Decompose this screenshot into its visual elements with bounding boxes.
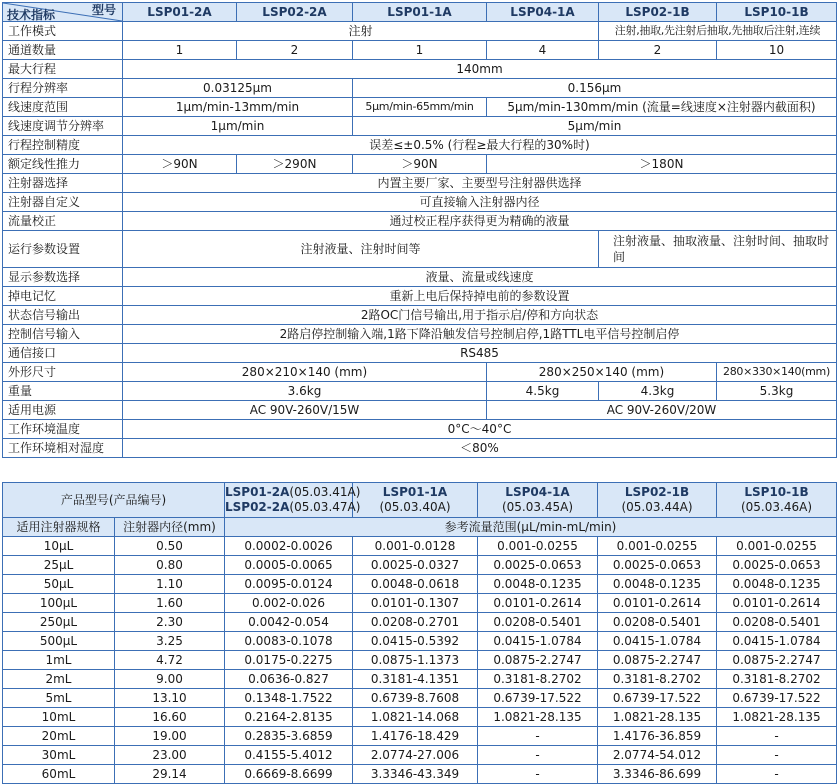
model-name: LSP10-1B xyxy=(744,485,809,499)
row-label: 线速度调节分辨率 xyxy=(3,117,123,136)
flow-range-cell: 0.3181-8.2702 xyxy=(598,670,717,689)
model-header: LSP10-1B xyxy=(717,3,837,22)
flow-range-cell: 1.0821-28.135 xyxy=(478,708,598,727)
cell-value: ＞90N xyxy=(123,155,237,174)
row-label: 控制信号输入 xyxy=(3,325,123,344)
cell-value: 4.5kg xyxy=(487,382,599,401)
flow-range-cell: 0.0025-0.0653 xyxy=(478,556,598,575)
flow-range-cell: 0.002-0.026 xyxy=(225,594,353,613)
flow-range-cell: 0.0636-0.827 xyxy=(225,670,353,689)
flow-range-cell: 0.0208-0.2701 xyxy=(353,613,478,632)
cell-value: AC 90V-260V/15W xyxy=(123,401,487,420)
cell-value: 140mm xyxy=(123,60,837,79)
flow-range-cell: 0.0048-0.1235 xyxy=(478,575,598,594)
row-display xyxy=(3,268,837,287)
cell-value: ＞290N xyxy=(237,155,353,174)
flow-range-cell: 2.0774-54.012 xyxy=(598,746,717,765)
model-header: LSP01-2A xyxy=(123,3,237,22)
flow-range-cell: 0.0083-0.1078 xyxy=(225,632,353,651)
row-label: 重量 xyxy=(3,382,123,401)
spec-header-row xyxy=(3,3,837,22)
inner-diameter-cell: 3.25 xyxy=(115,632,225,651)
row-label: 行程分辨率 xyxy=(3,79,123,98)
syringe-spec-header: 适用注射器规格 xyxy=(3,518,115,537)
flow-range-cell: 0.0101-0.1307 xyxy=(353,594,478,613)
flow-range-cell: 0.1348-1.7522 xyxy=(225,689,353,708)
inner-diameter-cell: 4.72 xyxy=(115,651,225,670)
cell-value: 注射 xyxy=(123,22,599,41)
product-code: (05.03.41A) xyxy=(289,485,361,499)
row-label: 状态信号输出 xyxy=(3,306,123,325)
flow-range-cell: - xyxy=(478,765,598,784)
product-code: (05.03.40A) xyxy=(379,500,451,514)
cell-value: 液量、流量或线速度 xyxy=(123,268,837,287)
flow-range-cell: 0.0005-0.0065 xyxy=(225,556,353,575)
row-weight xyxy=(3,382,837,401)
flow-range-cell: 0.2835-3.6859 xyxy=(225,727,353,746)
model-header xyxy=(353,483,478,518)
row-work-mode xyxy=(3,22,837,41)
row-speed-resolution xyxy=(3,117,837,136)
cell-value: AC 90V-260V/20W xyxy=(487,401,837,420)
model-header xyxy=(717,483,837,518)
row-label: 外形尺寸 xyxy=(3,363,123,382)
inner-diameter-cell: 1.60 xyxy=(115,594,225,613)
row-label: 工作环境相对湿度 xyxy=(3,439,123,458)
flow-range-cell: - xyxy=(478,727,598,746)
flow-range-cell: 0.0415-1.0784 xyxy=(717,632,837,651)
cell-value: 2路OC门信号输出,用于指示启/停和方向状态 xyxy=(123,306,837,325)
model-header: LSP02-2A xyxy=(237,3,353,22)
cell-value: 2 xyxy=(237,41,353,60)
model-header xyxy=(478,483,598,518)
flow-header-row xyxy=(3,483,837,518)
model-name: LSP02-2A xyxy=(225,500,290,514)
table-row xyxy=(3,575,837,594)
flow-range-cell: 1.0821-28.135 xyxy=(598,708,717,727)
table-row xyxy=(3,765,837,784)
row-temperature xyxy=(3,420,837,439)
flow-range-cell: 0.0025-0.0653 xyxy=(598,556,717,575)
flow-range-cell: 0.0875-2.2747 xyxy=(598,651,717,670)
table-row xyxy=(3,708,837,727)
model-name: LSP04-1A xyxy=(505,485,570,499)
cell-value: 5.3kg xyxy=(717,382,837,401)
cell-value: 1 xyxy=(353,41,487,60)
row-label: 行程控制精度 xyxy=(3,136,123,155)
row-channels xyxy=(3,41,837,60)
flow-range-cell: 0.0415-1.0784 xyxy=(598,632,717,651)
model-header: LSP01-1A xyxy=(353,3,487,22)
syringe-size-cell: 10mL xyxy=(3,708,115,727)
syringe-size-cell: 100μL xyxy=(3,594,115,613)
inner-diameter-cell: 19.00 xyxy=(115,727,225,746)
syringe-size-cell: 2mL xyxy=(3,670,115,689)
cell-value: 0.156μm xyxy=(353,79,837,98)
flow-range-cell: 0.6739-17.522 xyxy=(717,689,837,708)
flow-range-cell: 0.0042-0.054 xyxy=(225,613,353,632)
inner-diameter-cell: 1.10 xyxy=(115,575,225,594)
row-power xyxy=(3,401,837,420)
row-label: 掉电记忆 xyxy=(3,287,123,306)
model-header: LSP02-1B xyxy=(599,3,717,22)
cell-value: 10 xyxy=(717,41,837,60)
flow-subheader-row xyxy=(3,518,837,537)
flow-range-cell: 0.001-0.0255 xyxy=(717,537,837,556)
cell-value: 280×330×140(mm) xyxy=(717,363,837,382)
flow-range-cell: - xyxy=(717,765,837,784)
inner-diameter-cell: 0.50 xyxy=(115,537,225,556)
cell-value: 5μm/min-65mm/min xyxy=(353,98,487,117)
inner-diameter-cell: 9.00 xyxy=(115,670,225,689)
cell-value: ＞90N xyxy=(353,155,487,174)
flow-range-cell: 0.6739-17.522 xyxy=(598,689,717,708)
cell-value: 注射液量、抽取液量、注射时间、抽取时间 xyxy=(599,231,837,268)
table-row xyxy=(3,651,837,670)
corner-model-label: 型号 xyxy=(91,3,116,17)
ref-flow-header: 参考流量范围(μL/min-mL/min) xyxy=(225,518,837,537)
row-label: 适用电源 xyxy=(3,401,123,420)
flow-range-cell: 1.4176-18.429 xyxy=(353,727,478,746)
flow-range-cell: 0.0875-2.2747 xyxy=(717,651,837,670)
row-comm xyxy=(3,344,837,363)
flow-range-cell: 0.0875-2.2747 xyxy=(478,651,598,670)
flow-range-cell: 0.001-0.0128 xyxy=(353,537,478,556)
flow-range-cell: 0.0048-0.0618 xyxy=(353,575,478,594)
product-header: 产品型号(产品编号) xyxy=(3,483,225,518)
inner-diameter-cell: 29.14 xyxy=(115,765,225,784)
model-name: LSP01-1A xyxy=(382,485,448,499)
row-label: 流量校正 xyxy=(3,212,123,231)
row-humidity xyxy=(3,439,837,458)
cell-value: 误差≤±0.5% (行程≥最大行程的30%时) xyxy=(123,136,837,155)
flow-range-cell: 0.0101-0.2614 xyxy=(598,594,717,613)
row-label: 工作模式 xyxy=(3,22,123,41)
row-syringe-select xyxy=(3,174,837,193)
syringe-size-cell: 60mL xyxy=(3,765,115,784)
row-stroke-accuracy xyxy=(3,136,837,155)
flow-range-cell: 0.0208-0.5401 xyxy=(717,613,837,632)
row-label: 运行参数设置 xyxy=(3,231,123,268)
row-label: 工作环境温度 xyxy=(3,420,123,439)
flow-range-cell: 0.0415-0.5392 xyxy=(353,632,478,651)
diagonal-header-cell xyxy=(3,3,123,22)
cell-value: 4 xyxy=(487,41,599,60)
table-row xyxy=(3,746,837,765)
inner-diameter-cell: 0.80 xyxy=(115,556,225,575)
cell-value: ＜80% xyxy=(123,439,837,458)
cell-value: 通过校正程序获得更为精确的液量 xyxy=(123,212,837,231)
cell-value: 5μm/min xyxy=(353,117,837,136)
inner-diameter-header: 注射器内径(mm) xyxy=(115,518,225,537)
flow-range-cell: 0.0208-0.5401 xyxy=(598,613,717,632)
cell-value: 重新上电后保持掉电前的参数设置 xyxy=(123,287,837,306)
row-max-stroke xyxy=(3,60,837,79)
cell-value: 1μm/min xyxy=(123,117,353,136)
model-header xyxy=(598,483,717,518)
row-dimensions xyxy=(3,363,837,382)
table-row xyxy=(3,537,837,556)
table-row xyxy=(3,594,837,613)
syringe-size-cell: 1mL xyxy=(3,651,115,670)
flow-range-cell: 3.3346-43.349 xyxy=(353,765,478,784)
table-row xyxy=(3,727,837,746)
flow-range-cell: 0.0048-0.1235 xyxy=(598,575,717,594)
flow-range-cell: 0.0208-0.5401 xyxy=(478,613,598,632)
cell-value: 4.3kg xyxy=(599,382,717,401)
cell-value: 2路启停控制输入端,1路下降沿触发信号控制启停,1路TTL电平信号控制启停 xyxy=(123,325,837,344)
syringe-size-cell: 5mL xyxy=(3,689,115,708)
row-label: 注射器选择 xyxy=(3,174,123,193)
row-speed-range xyxy=(3,98,837,117)
flow-range-cell: - xyxy=(478,746,598,765)
row-syringe-custom xyxy=(3,193,837,212)
inner-diameter-cell: 23.00 xyxy=(115,746,225,765)
flow-range-cell: 0.0095-0.0124 xyxy=(225,575,353,594)
model-name: LSP01-2A xyxy=(225,485,290,499)
row-stroke-resolution xyxy=(3,79,837,98)
table-row xyxy=(3,670,837,689)
cell-value: 5μm/min-130mm/min (流量=线速度×注射器内截面积) xyxy=(487,98,837,117)
syringe-size-cell: 50μL xyxy=(3,575,115,594)
flow-range-cell: 1.4176-36.859 xyxy=(598,727,717,746)
spec-table xyxy=(2,2,837,458)
flow-range-cell: 0.0875-1.1373 xyxy=(353,651,478,670)
flow-range-cell: 0.0002-0.0026 xyxy=(225,537,353,556)
row-flow-calibration xyxy=(3,212,837,231)
cell-value: RS485 xyxy=(123,344,837,363)
flow-range-cell: 0.6669-8.6699 xyxy=(225,765,353,784)
row-thrust xyxy=(3,155,837,174)
table-row xyxy=(3,689,837,708)
product-code: (05.03.46A) xyxy=(740,500,812,514)
row-run-params xyxy=(3,231,837,268)
cell-value: 注射液量、注射时间等 xyxy=(123,231,599,268)
flow-range-cell: - xyxy=(717,746,837,765)
row-label: 显示参数选择 xyxy=(3,268,123,287)
product-code: (05.03.45A) xyxy=(501,500,573,514)
flow-range-cell: 0.6739-8.7608 xyxy=(353,689,478,708)
cell-value: 3.6kg xyxy=(123,382,487,401)
cell-value: 0.03125μm xyxy=(123,79,353,98)
cell-value: 0°C～40°C xyxy=(123,420,837,439)
cell-value: 280×210×140 (mm) xyxy=(123,363,487,382)
row-status-output xyxy=(3,306,837,325)
row-label: 通信接口 xyxy=(3,344,123,363)
inner-diameter-cell: 13.10 xyxy=(115,689,225,708)
product-code: (05.03.47A) xyxy=(289,500,361,514)
model-name: LSP02-1B xyxy=(624,485,690,499)
cell-value: 1μm/min-13mm/min xyxy=(123,98,353,117)
flow-range-cell: 0.3181-4.1351 xyxy=(353,670,478,689)
cell-value: 内置主要厂家、主要型号注射器供选择 xyxy=(123,174,837,193)
inner-diameter-cell: 16.60 xyxy=(115,708,225,727)
syringe-size-cell: 30mL xyxy=(3,746,115,765)
row-control-input xyxy=(3,325,837,344)
table-row xyxy=(3,613,837,632)
row-label: 最大行程 xyxy=(3,60,123,79)
flow-range-cell: 0.0101-0.2614 xyxy=(478,594,598,613)
cell-value: 2 xyxy=(599,41,717,60)
syringe-size-cell: 20mL xyxy=(3,727,115,746)
table-row xyxy=(3,632,837,651)
row-label: 线速度范围 xyxy=(3,98,123,117)
flow-range-cell: 0.6739-17.522 xyxy=(478,689,598,708)
flow-range-cell: 0.0025-0.0327 xyxy=(353,556,478,575)
flow-range-cell: 1.0821-28.135 xyxy=(717,708,837,727)
flow-range-cell: 0.001-0.0255 xyxy=(598,537,717,556)
flow-range-cell: 0.4155-5.4012 xyxy=(225,746,353,765)
flow-range-cell: 3.3346-86.699 xyxy=(598,765,717,784)
table-row xyxy=(3,556,837,575)
flow-range-cell: 0.001-0.0255 xyxy=(478,537,598,556)
cell-value: 280×250×140 (mm) xyxy=(487,363,717,382)
syringe-size-cell: 25μL xyxy=(3,556,115,575)
corner-spec-label: 技术指标 xyxy=(7,8,56,22)
flow-range-cell: 0.2164-2.8135 xyxy=(225,708,353,727)
model-header-combined xyxy=(225,483,361,518)
flow-range-cell: 0.0175-0.2275 xyxy=(225,651,353,670)
flow-range-cell: - xyxy=(717,727,837,746)
syringe-size-cell: 500μL xyxy=(3,632,115,651)
row-power-memory xyxy=(3,287,837,306)
flow-range-cell: 0.0048-0.1235 xyxy=(717,575,837,594)
row-label: 注射器自定义 xyxy=(3,193,123,212)
flow-range-cell: 0.0415-1.0784 xyxy=(478,632,598,651)
flow-range-cell: 0.0025-0.0653 xyxy=(717,556,837,575)
product-code: (05.03.44A) xyxy=(621,500,693,514)
cell-value: 注射,抽取,先注射后抽取,先抽取后注射,连续 xyxy=(599,22,837,41)
syringe-size-cell: 10μL xyxy=(3,537,115,556)
cell-value: 可直接输入注射器内径 xyxy=(123,193,837,212)
flow-range-cell: 0.3181-8.2702 xyxy=(478,670,598,689)
flow-range-cell: 1.0821-14.068 xyxy=(353,708,478,727)
flow-range-cell: 0.3181-8.2702 xyxy=(717,670,837,689)
row-label: 额定线性推力 xyxy=(3,155,123,174)
model-header: LSP04-1A xyxy=(487,3,599,22)
syringe-size-cell: 250μL xyxy=(3,613,115,632)
row-label: 通道数量 xyxy=(3,41,123,60)
flow-range-cell: 2.0774-27.006 xyxy=(353,746,478,765)
cell-value: ＞180N xyxy=(487,155,837,174)
cell-value: 1 xyxy=(123,41,237,60)
flow-table xyxy=(2,482,837,784)
flow-range-cell: 0.0101-0.2614 xyxy=(717,594,837,613)
inner-diameter-cell: 2.30 xyxy=(115,613,225,632)
